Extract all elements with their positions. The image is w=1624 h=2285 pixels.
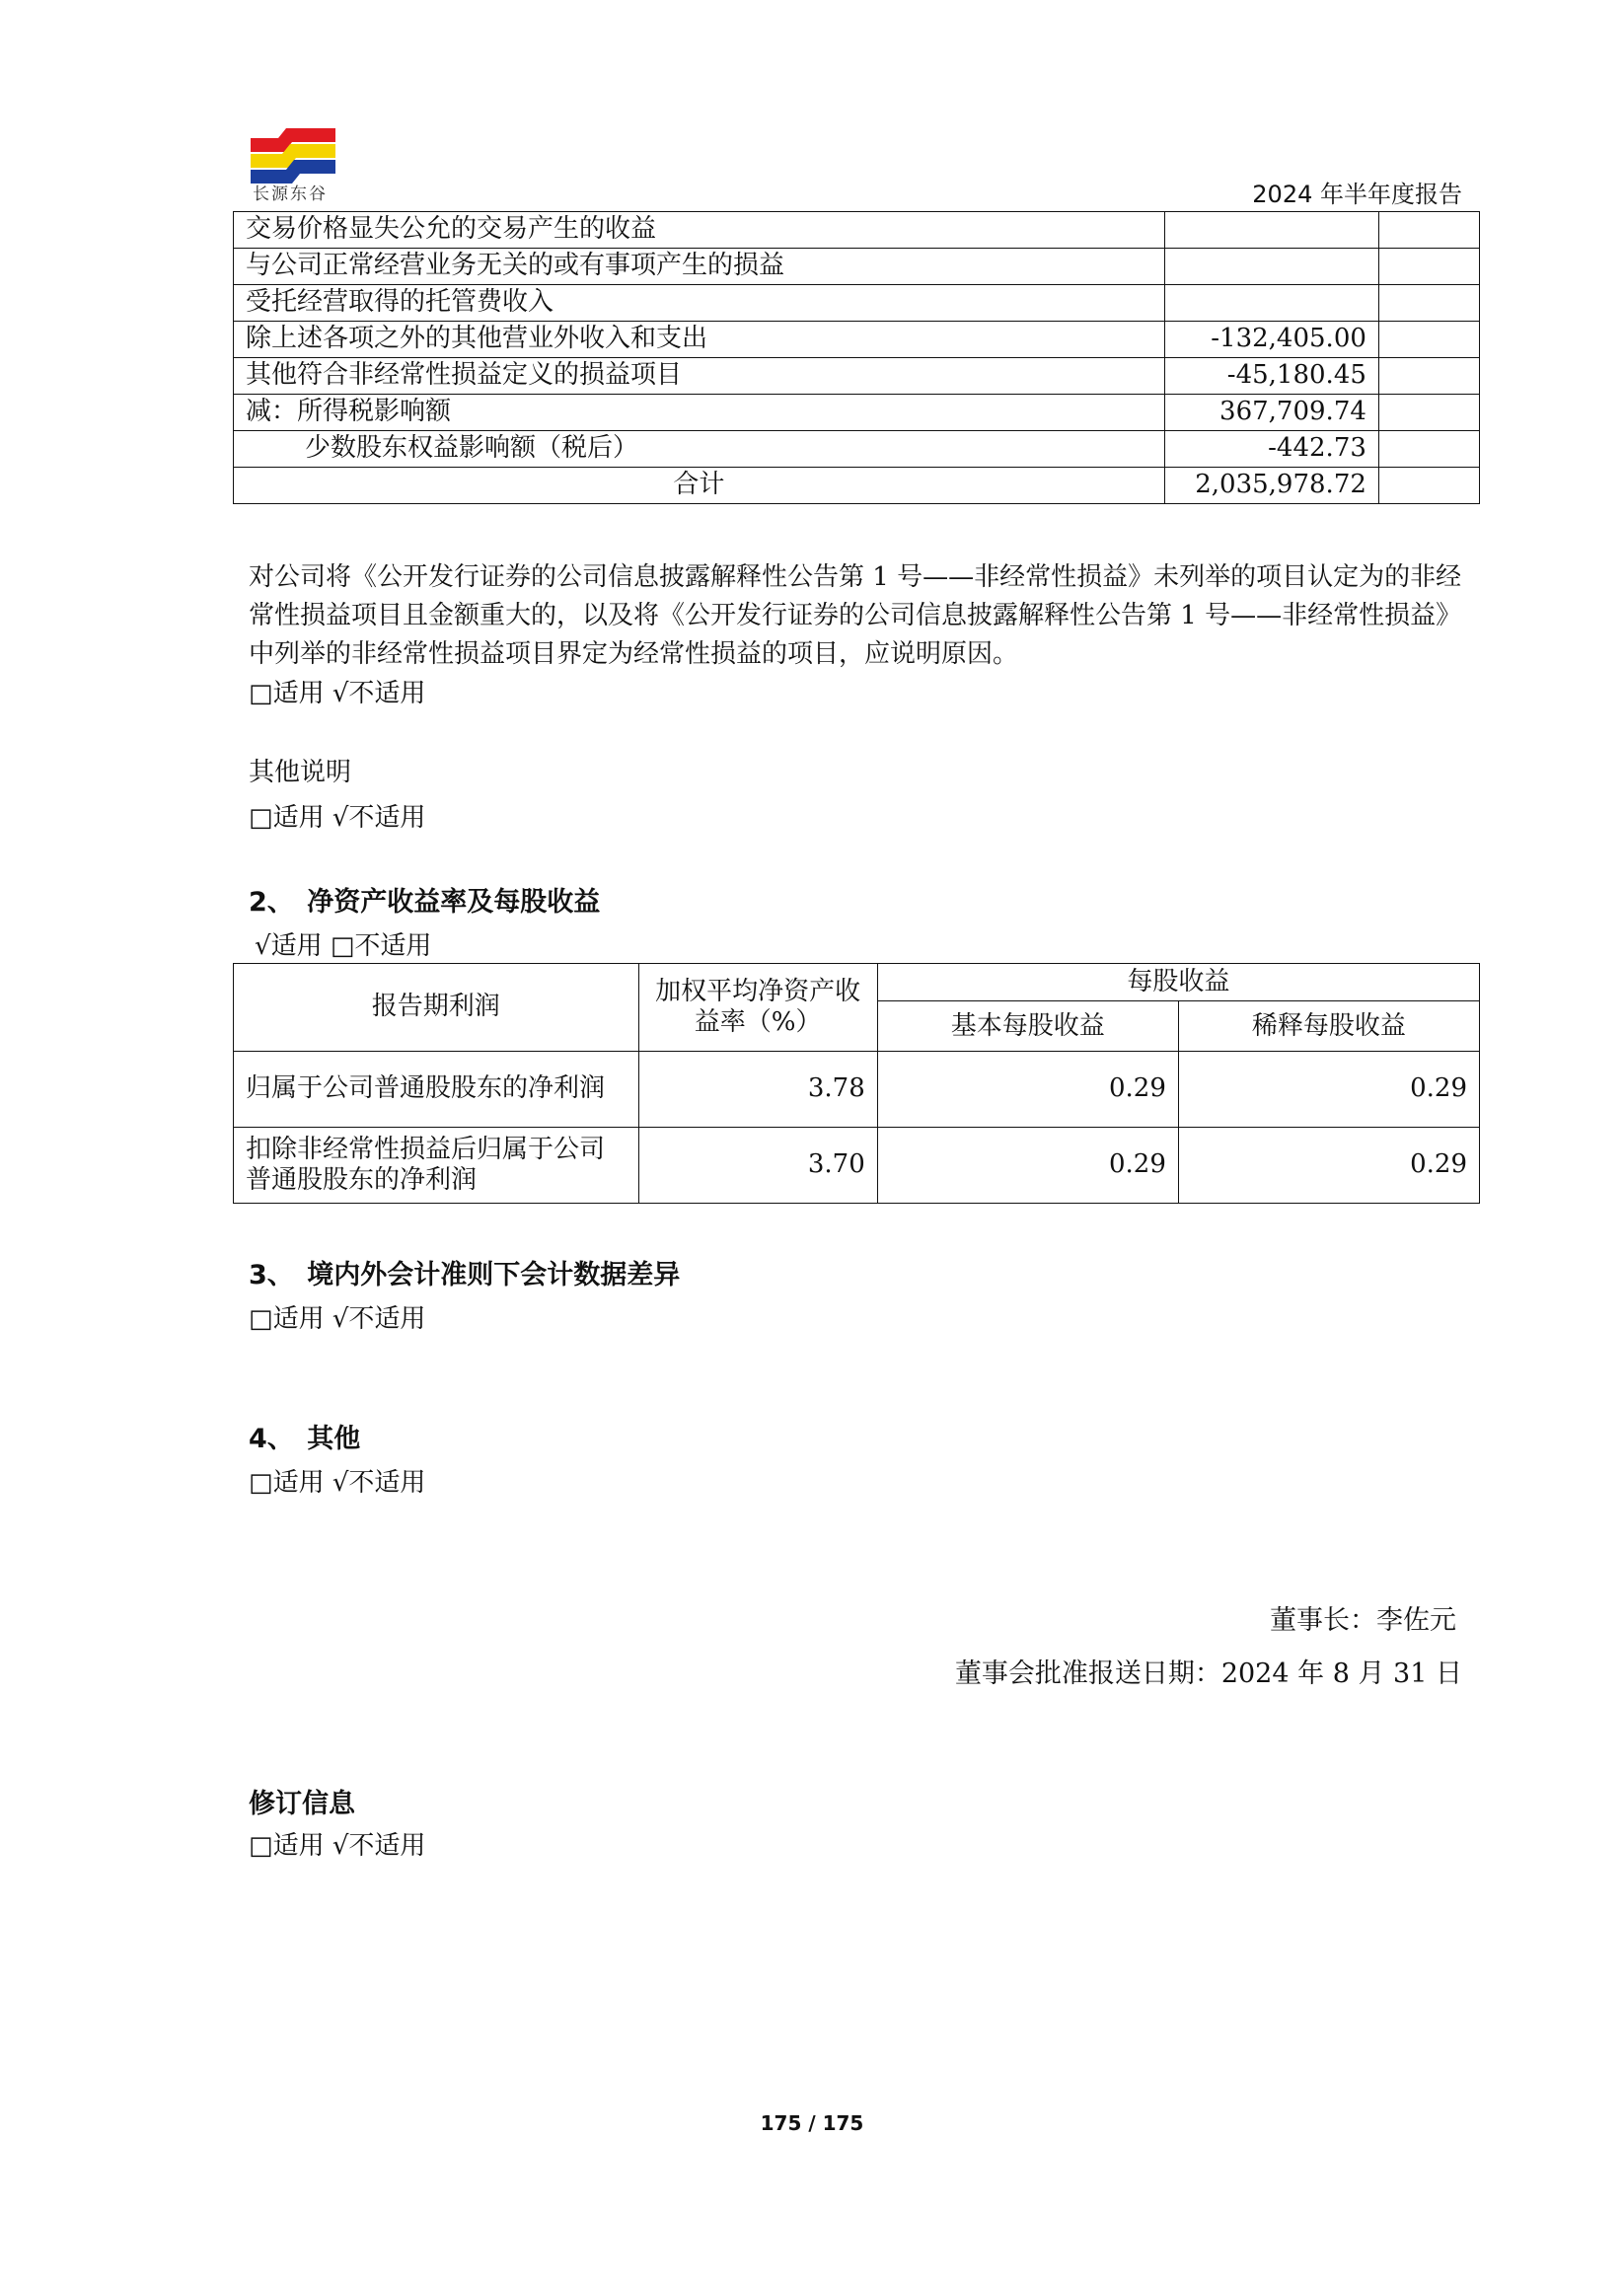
header-diluted-eps: 稀释每股收益 [1178,1001,1479,1052]
explanation-paragraph: 对公司将《公开发行证券的公司信息披露解释性公告第 1 号——非经常性损益》未列举的项目认定为的非经常性损益项目且金额重大的，以及将《公开发行证券的公司信息披露解释性公告第 1 号——非经常性损益》中列举的非经常性损益项目界定为经常性损益的项目，应说明原因。 [249,562,1462,669]
section-2-title: 2、 净资产收益率及每股收益 [249,887,601,918]
row-label: 交易价格显失公允的交易产生的收益 [234,212,1165,249]
applicability-option: □适用 √不适用 [249,1831,426,1861]
row-label: 合计 [234,468,1165,504]
row-amount [1164,285,1378,322]
row-label: 受托经营取得的托管费收入 [234,285,1165,322]
row-note [1378,249,1479,285]
applicability-option: □适用 √不适用 [249,1304,426,1334]
chairman-signature: 董事长：李佐元 [1270,1605,1456,1636]
row-amount [1164,249,1378,285]
row-amount: 2,035,978.72 [1164,468,1378,504]
applicability-option: □适用 √不适用 [249,679,426,708]
report-title: 2024 年半年度报告 [1252,181,1462,208]
table-row [234,431,1480,468]
row-basic-eps: 0.29 [877,1052,1178,1128]
applicability-option: √适用 □不适用 [255,931,432,961]
row-diluted-eps: 0.29 [1178,1128,1479,1204]
approval-date: 董事会批准报送日期：2024 年 8 月 31 日 [954,1658,1462,1689]
header-eps: 每股收益 [877,964,1479,1001]
row-note [1378,468,1479,504]
table-row [234,285,1480,322]
table-row [234,395,1480,431]
page-number: 175 / 175 [760,2111,864,2135]
row-label: 少数股东权益影响额（税后） [234,431,1165,468]
row-label: 其他符合非经常性损益定义的损益项目 [234,358,1165,395]
table-row [234,1052,1480,1128]
row-label: 归属于公司普通股股东的净利润 [234,1052,639,1128]
row-label: 扣除非经常性损益后归属于公司普通股股东的净利润 [234,1128,639,1204]
row-amount: -45,180.45 [1164,358,1378,395]
row-note [1378,322,1479,358]
roe-eps-table [233,963,1480,1204]
table-row-total [234,468,1480,504]
header-roe: 加权平均净资产收益率（%） [638,964,877,1052]
section-4-title: 4、 其他 [249,1424,361,1454]
row-label: 减：所得税影响额 [234,395,1165,431]
row-note [1378,212,1479,249]
row-basic-eps: 0.29 [877,1128,1178,1204]
row-note [1378,358,1479,395]
other-note-title: 其他说明 [249,758,352,787]
table-row [234,1128,1480,1204]
row-note [1378,285,1479,322]
applicability-option: □适用 √不适用 [249,803,426,833]
table-row [234,212,1480,249]
row-amount: -442.73 [1164,431,1378,468]
header-profit: 报告期利润 [234,964,639,1052]
section-3-title: 3、 境内外会计准则下会计数据差异 [249,1260,681,1290]
header-basic-eps: 基本每股收益 [877,1001,1178,1052]
row-label: 除上述各项之外的其他营业外收入和支出 [234,322,1165,358]
table-row [234,322,1480,358]
row-roe: 3.78 [638,1052,877,1128]
row-amount: 367,709.74 [1164,395,1378,431]
applicability-option: □适用 √不适用 [249,1468,426,1498]
row-amount [1164,212,1378,249]
table-row [234,249,1480,285]
non-recurring-gains-table [233,211,1480,504]
row-amount: -132,405.00 [1164,322,1378,358]
row-diluted-eps: 0.29 [1178,1052,1479,1128]
row-note [1378,431,1479,468]
table-row [234,358,1480,395]
row-label: 与公司正常经营业务无关的或有事项产生的损益 [234,249,1165,285]
row-note [1378,395,1479,431]
row-roe: 3.70 [638,1128,877,1204]
revision-title: 修订信息 [249,1789,355,1819]
logo-text: 长源东谷 [253,184,328,204]
